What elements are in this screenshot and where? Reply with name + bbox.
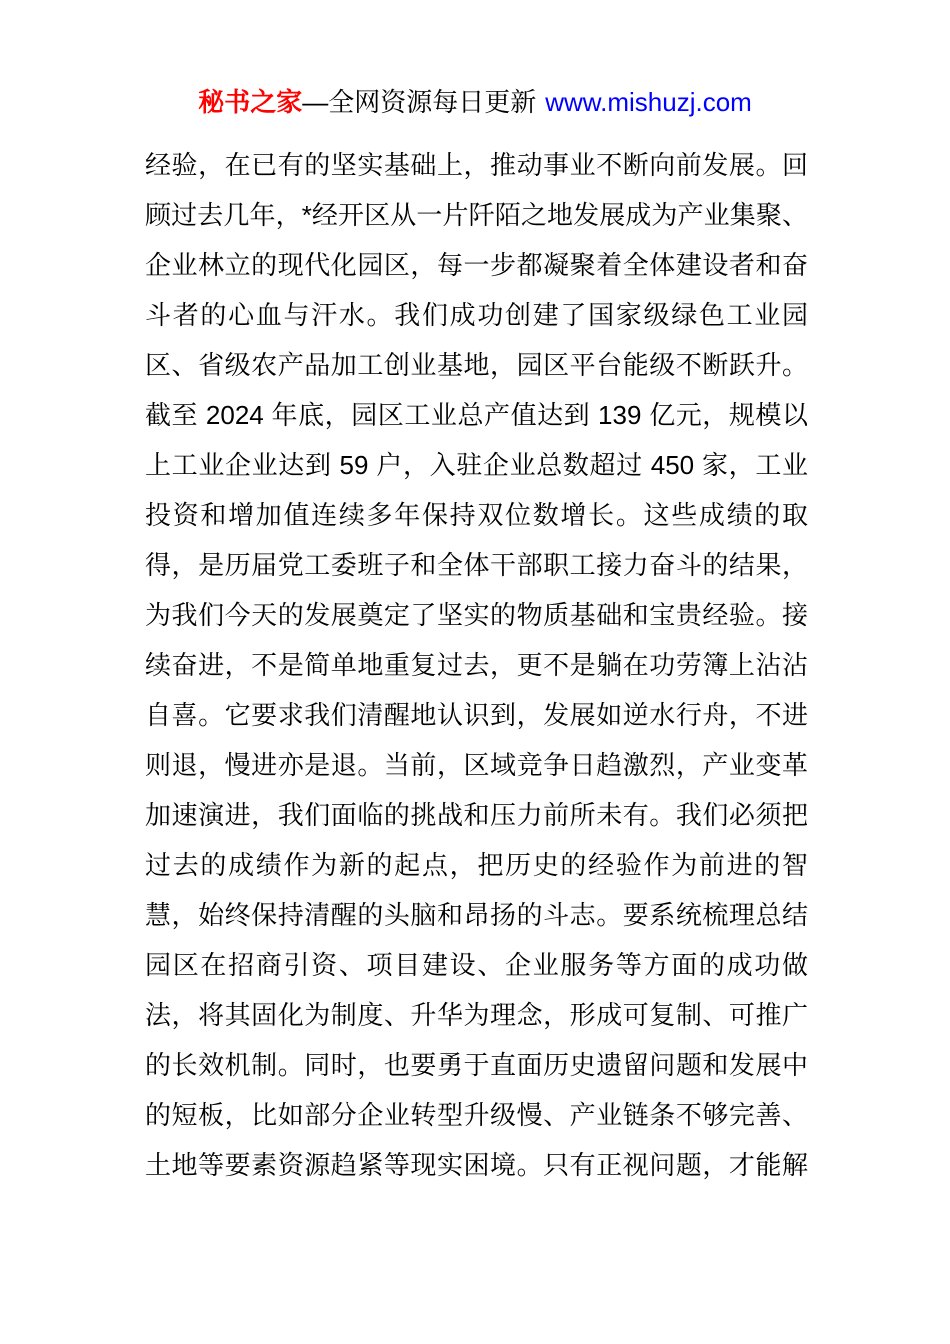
text-line: 续奋进，不是简单地重复过去，更不是躺在功劳簿上沾沾 [145,650,808,680]
text-line: 区、省级农产品加工创业基地，园区平台能级不断跃升。 [145,350,808,380]
text-line: 上工业企业达到 59 户，入驻企业总数超过 450 家，工业 [145,450,808,480]
text-line: 园区在招商引资、项目建设、企业服务等方面的成功做 [145,950,808,980]
site-url-link[interactable]: www.mishuzj.com [545,87,752,117]
text-line: 经验，在已有的坚实基础上，推动事业不断向前发展。回 [145,150,808,180]
page-header [0,84,950,120]
text-line: 的短板，比如部分企业转型升级慢、产业链条不够完善、 [145,1100,808,1130]
text-line: 得，是历届党工委班子和全体干部职工接力奋斗的结果， [145,550,808,580]
em-dash: — [302,87,329,117]
text-line: 慧，始终保持清醒的头脑和昂扬的斗志。要系统梳理总结 [145,900,808,930]
text-line: 过去的成绩作为新的起点，把历史的经验作为前进的智 [145,850,808,880]
text-line: 则退，慢进亦是退。当前，区域竞争日趋激烈，产业变革 [145,750,808,780]
text-line: 的长效机制。同时，也要勇于直面历史遗留问题和发展中 [145,1050,808,1080]
text-line: 顾过去几年，*经开区从一片阡陌之地发展成为产业集聚、 [145,200,808,230]
text-line: 为我们今天的发展奠定了坚实的物质基础和宝贵经验。接 [145,600,808,630]
text-line: 截至 2024 年底，园区工业总产值达到 139 亿元，规模以 [145,400,808,430]
text-line: 斗者的心血与汗水。我们成功创建了国家级绿色工业园 [145,300,808,330]
text-line: 投资和增加值连续多年保持双位数增长。这些成绩的取 [145,500,808,530]
document-body [145,140,808,1190]
text-line: 企业林立的现代化园区，每一步都凝聚着全体建设者和奋 [145,250,808,280]
text-line: 土地等要素资源趋紧等现实困境。只有正视问题，才能解 [145,1150,808,1180]
brand-text: 秘书之家 [198,87,303,117]
text-line: 法，将其固化为制度、升华为理念，形成可复制、可推广 [145,1000,808,1030]
text-line: 自喜。它要求我们清醒地认识到，发展如逆水行舟，不进 [145,700,808,730]
tagline-text: 全网资源每日更新 [328,87,537,117]
text-line: 加速演进，我们面临的挑战和压力前所未有。我们必须把 [145,800,808,830]
